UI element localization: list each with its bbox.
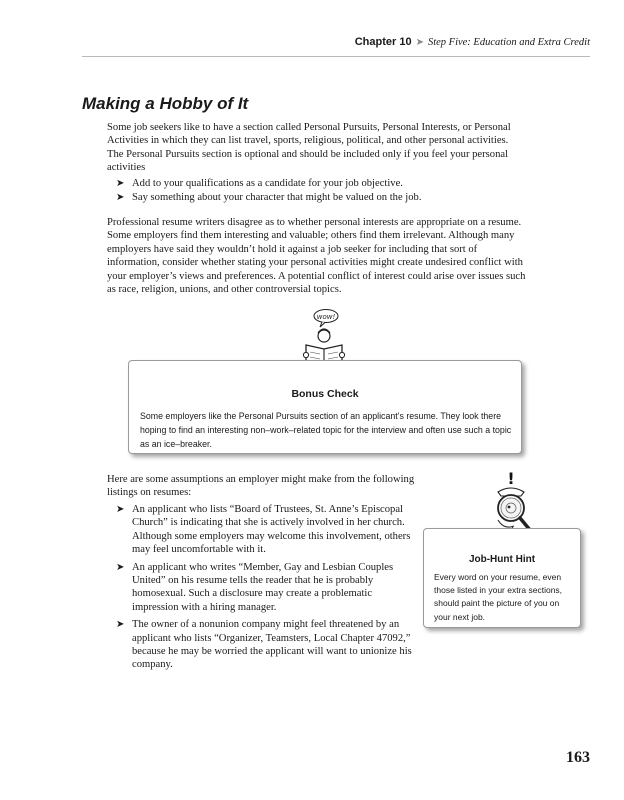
list-item <box>116 503 412 557</box>
list-item <box>116 177 526 190</box>
job-hunt-hint-sidebar <box>423 528 581 628</box>
qualification-list <box>116 177 526 206</box>
list-item-text: An applicant who lists “Board of Trustees, St. Anne’s Episcopal Church” is indicating that she is actively involved in her church. Although some employers may welcome this involvement, others may feel uncomfortable with it. <box>132 504 411 556</box>
arrow-bullet-icon: ➤ <box>116 178 125 189</box>
assumptions-intro: Here are some assumptions an employer might make from the following listings on resumes: <box>107 474 415 499</box>
list-item <box>116 561 412 615</box>
bonus-check-sidebar <box>128 360 522 454</box>
header-divider <box>82 56 590 57</box>
chapter-label: Chapter 10 <box>354 36 412 48</box>
arrow-bullet-icon: ➤ <box>116 504 125 515</box>
bonus-check-title: Bonus Check <box>291 388 359 400</box>
list-item-text: Add to your qualifications as a candidate for your job objective. <box>132 178 403 189</box>
disagreement-paragraph: Professional resume writers disagree as to whether personal interests are appropriate on a resume. Some employers find them interesting and valuable; others find them irrelevant. Although many employers have said they wouldn’t hold it against a job seeker for including that sort of information, consider whether stating your personal activities might create undesired conflict with your employer’s views and preferences. A potential conflict of interest could arise over issues such as race, religion, unions, and other controversial topics. <box>107 217 526 296</box>
list-item <box>116 618 412 672</box>
section-title: Making a Hobby of It <box>82 94 249 113</box>
assumptions-list <box>116 503 412 676</box>
list-item-text: The owner of a nonunion company might feel threatened by an applicant who lists “Organizer, Teamsters, Local Chapter 47092,” because he may be worried the applicant will want to unionize his company. <box>132 619 412 671</box>
page-number: 163 <box>566 749 590 766</box>
chapter-subtitle: Step Five: Education and Extra Credit <box>427 37 590 48</box>
job-hunt-hint-title: Job-Hunt Hint <box>468 554 536 565</box>
bonus-check-text: Some employers like the Personal Pursuits section of an applicant’s resume. They look there hoping to find an interesting non–work–related topic for the interview and often use such a topic as an ice–breaker. <box>140 411 512 449</box>
list-item-text: Say something about your character that might be valued on the job. <box>132 192 422 204</box>
arrow-bullet-icon: ➤ <box>116 192 125 204</box>
running-header <box>0 36 590 54</box>
list-item <box>116 191 526 204</box>
intro-paragraph: Some job seekers like to have a section called Personal Pursuits, Personal Interests, or Personal Activities in which they can list travel, sports, religious, political, and other personal activities. The Personal Pursuits section is optional and should be included only if you feel your personal activities <box>107 122 511 174</box>
arrow-bullet-icon: ➤ <box>415 37 424 48</box>
arrow-bullet-icon: ➤ <box>116 561 125 573</box>
list-item-text: An applicant who writes “Member, Gay and Lesbian Couples United” on his resume tells the reader that he is probably homosexual. Such a disclosure may create a problematic impression with a hiring manager. <box>132 561 394 613</box>
speech-bubble-text: wow! <box>316 313 336 321</box>
arrow-bullet-icon: ➤ <box>116 619 125 631</box>
exclamation-mark: ! <box>507 470 515 488</box>
job-hunt-hint-text: Every word on your resume, even those listed in your extra sections, should paint the picture of you on your next job. <box>434 572 563 622</box>
